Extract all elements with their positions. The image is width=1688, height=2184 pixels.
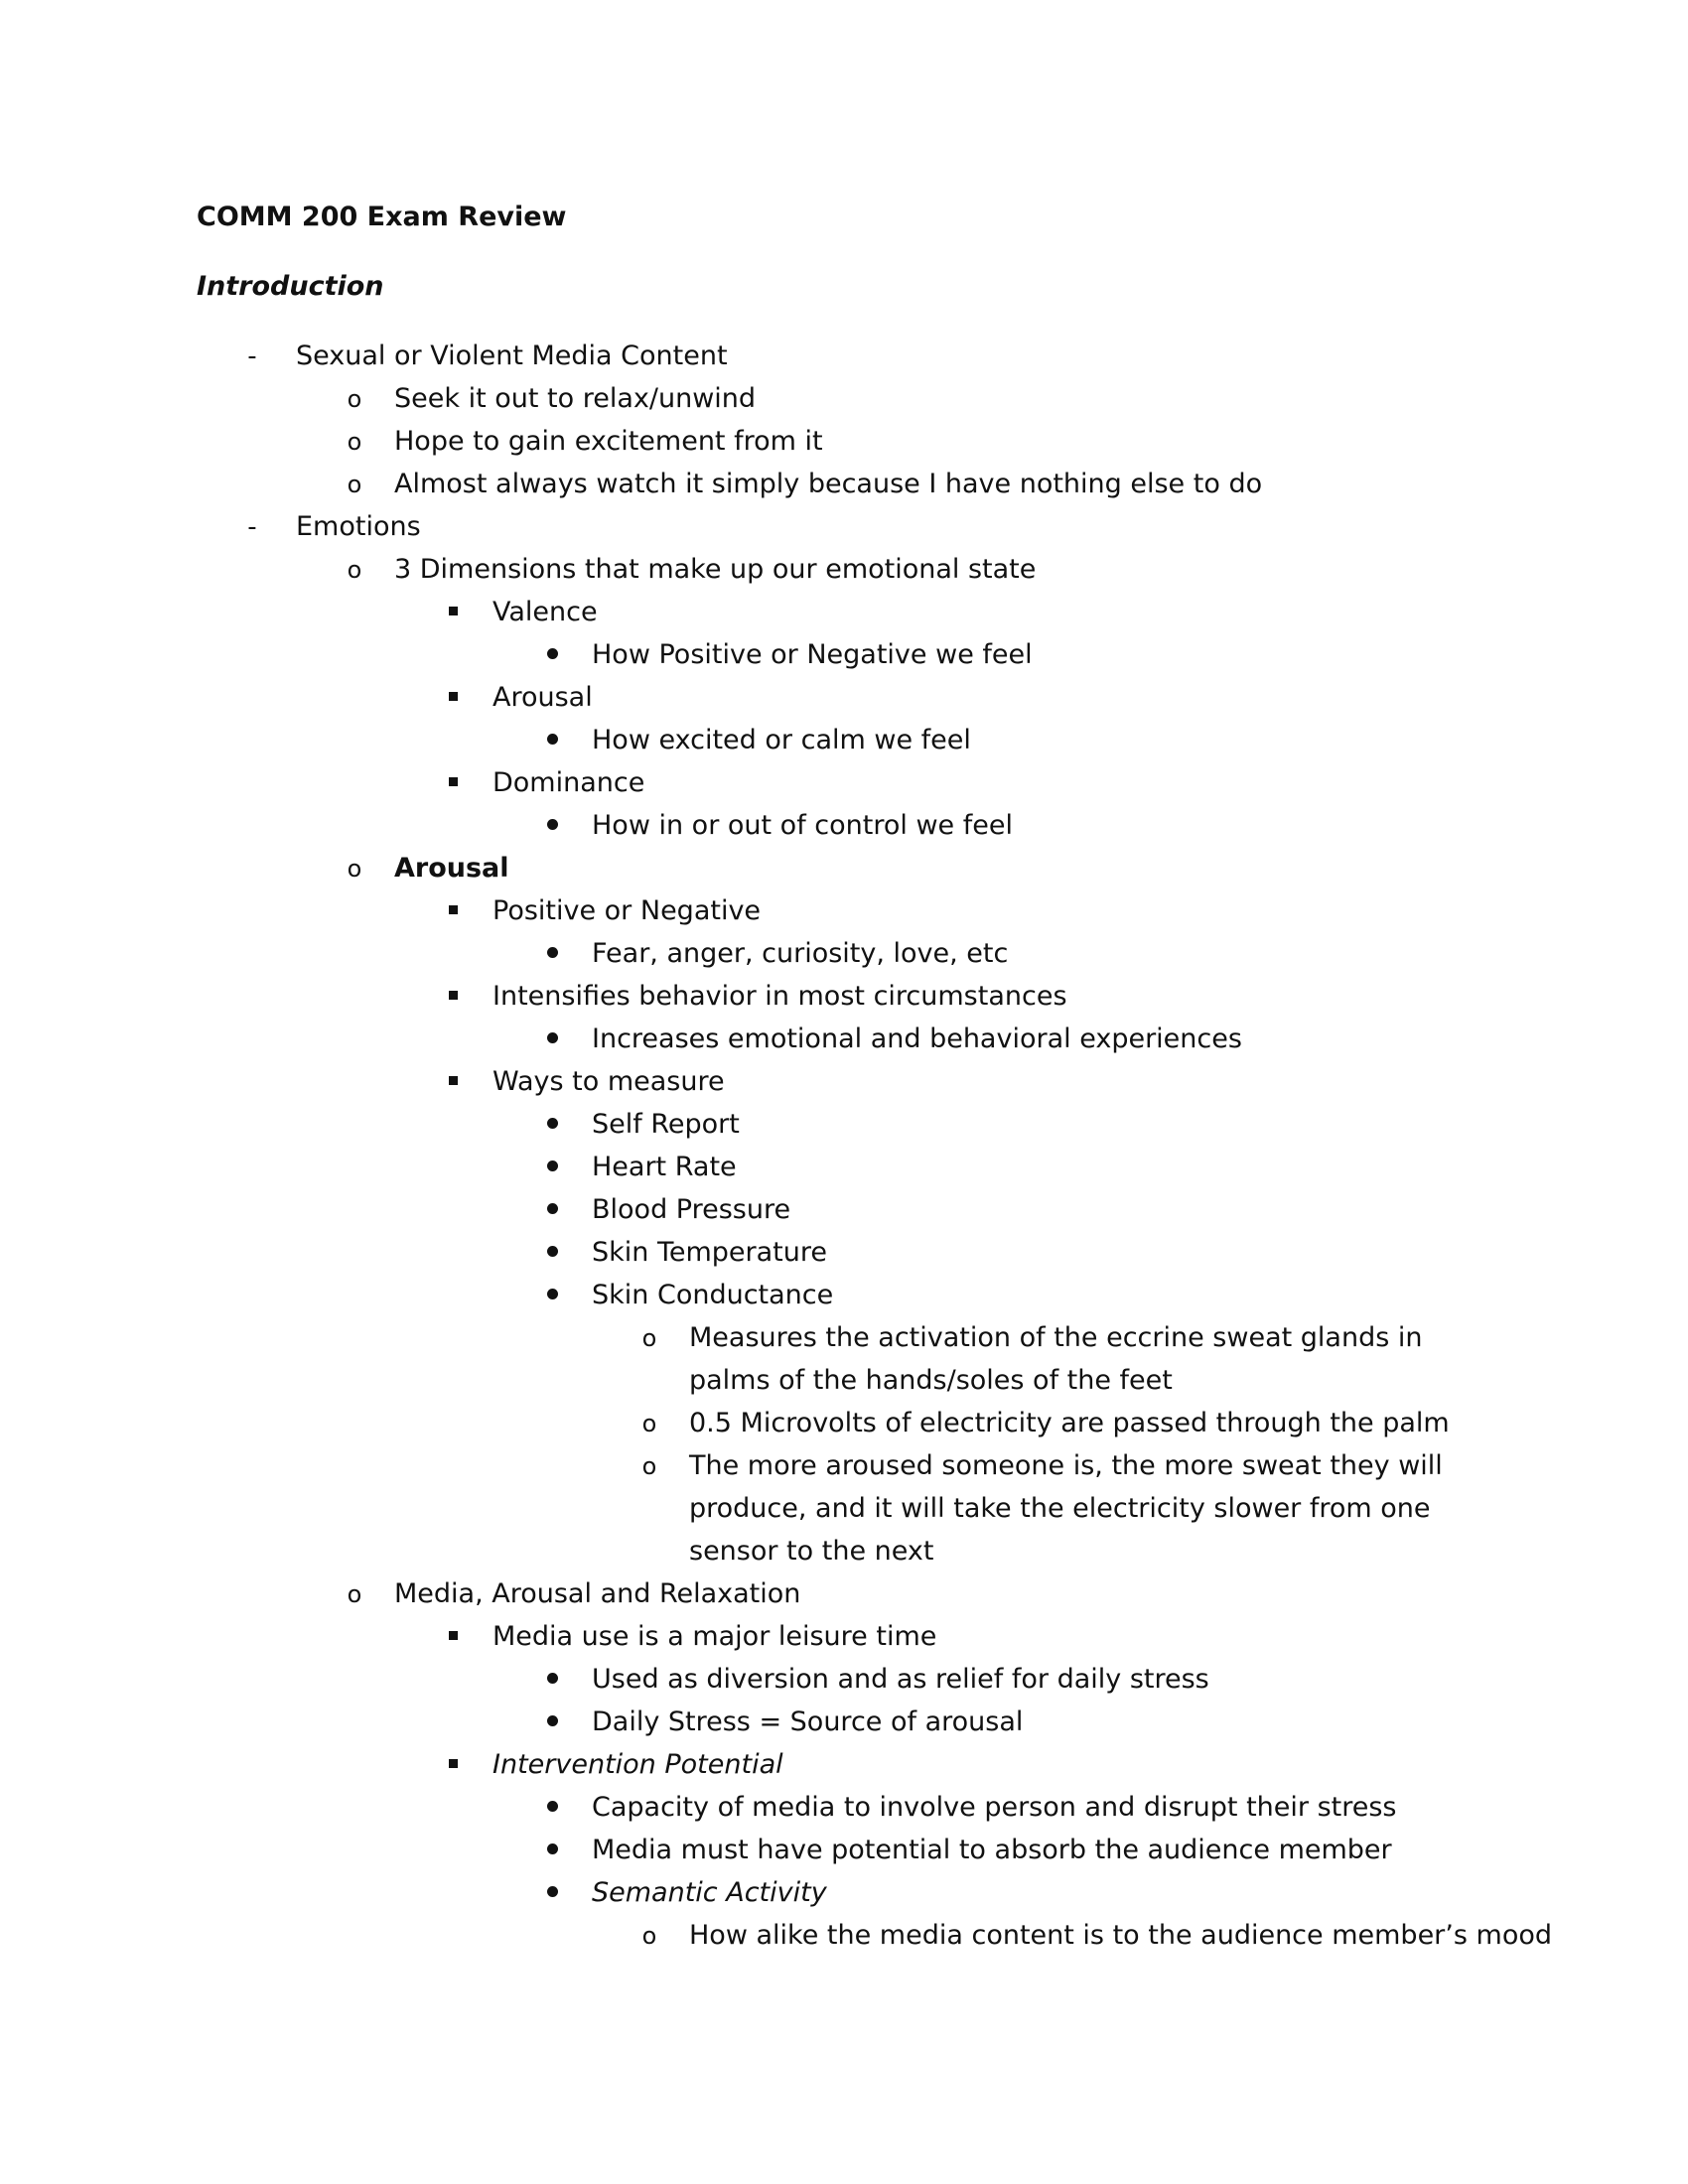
disc-bullet-icon [537,1701,567,1743]
disc-bullet-icon [537,1188,567,1231]
list-item-text: Self Report [592,1109,740,1140]
list-item [0,1060,1688,1103]
disc-bullet-icon [537,1018,567,1060]
list-item-text: Media must have potential to absorb the audience member [592,1835,1392,1865]
circle-bullet-icon [340,847,369,890]
list-item [0,463,1688,505]
list-item-text: Media, Arousal and Relaxation [394,1578,801,1609]
list-item-text: Almost always watch it simply because I have nothing else to do [394,469,1263,499]
list-item-text: Increases emotional and behavioral experiences [592,1024,1242,1054]
list-item-text: Sexual or Violent Media Content [296,341,728,371]
list-item-text: Semantic Activity [592,1877,827,1908]
list-item-text: 3 Dimensions that make up our emotional state [394,554,1037,585]
list-item-text: Capacity of media to involve person and disrupt their stress [592,1792,1397,1823]
list-item-text: Measures the activation of the eccrine sweat glands in palms of the hands/soles of the feet [689,1322,1423,1396]
square-bullet-icon [438,975,468,1018]
list-item [0,676,1688,719]
list-item-text: How alike the media content is to the audience member’s mood [689,1920,1552,1951]
list-item-text: Ways to measure [492,1066,725,1097]
circle-bullet-icon [634,1316,664,1360]
circle-bullet-icon [340,1572,369,1616]
list-item [0,1274,1688,1316]
list-item [0,505,1688,548]
list-item [0,1701,1688,1743]
list-item [0,889,1688,932]
disc-bullet-icon [537,1274,567,1316]
square-bullet-icon [438,1615,468,1658]
disc-bullet-icon [537,932,567,975]
document-title: COMM 200 Exam Review [197,202,567,232]
list-item [0,1231,1688,1274]
dash-bullet-icon [237,335,267,378]
list-item [0,1018,1688,1060]
list-item-text: Intervention Potential [492,1749,783,1780]
list-item [0,761,1688,804]
list-item-text: Skin Temperature [592,1237,828,1268]
square-bullet-icon [438,889,468,932]
circle-bullet-icon [340,420,369,464]
list-item-text: How excited or calm we feel [592,725,971,755]
list-item-text: Heart Rate [592,1152,737,1182]
square-bullet-icon [438,761,468,804]
circle-bullet-icon [634,1444,664,1488]
list-item [0,1103,1688,1146]
list-item-text: Daily Stress = Source of arousal [592,1706,1024,1737]
list-item [0,1444,1688,1572]
list-item [0,932,1688,975]
list-item [0,420,1688,463]
list-item [0,1402,1688,1444]
list-item-text: 0.5 Microvolts of electricity are passed through the palm [689,1408,1450,1438]
list-item-text: How Positive or Negative we feel [592,639,1033,670]
disc-bullet-icon [537,633,567,676]
list-item [0,377,1688,420]
disc-bullet-icon [537,1103,567,1146]
list-item-text: How in or out of control we feel [592,810,1013,841]
dash-bullet-icon [237,505,267,549]
list-item-text: Intensifies behavior in most circumstances [492,981,1067,1012]
disc-bullet-icon [537,1146,567,1188]
list-item [0,633,1688,676]
list-item-text: Used as diversion and as relief for daily stress [592,1664,1209,1695]
list-item [0,847,1688,889]
list-item [0,1572,1688,1615]
disc-bullet-icon [537,719,567,761]
list-item-text: The more aroused someone is, the more sweat they will produce, and it will take the electricity slower from one sensor to the next [689,1450,1443,1567]
square-bullet-icon [438,676,468,719]
list-item [0,1871,1688,1914]
square-bullet-icon [438,1060,468,1103]
list-item-text: Valence [492,597,598,627]
list-item [0,1743,1688,1786]
list-item [0,335,1688,377]
list-item-text: Arousal [394,853,509,884]
list-item-text: Hope to gain excitement from it [394,426,823,457]
list-item-text: Media use is a major leisure time [492,1621,937,1652]
disc-bullet-icon [537,1786,567,1829]
disc-bullet-icon [537,1829,567,1871]
disc-bullet-icon [537,804,567,847]
list-item [0,1658,1688,1701]
list-item-text: Seek it out to relax/unwind [394,383,757,414]
list-item-text: Blood Pressure [592,1194,791,1225]
list-item-text: Positive or Negative [492,895,762,926]
list-item [0,591,1688,633]
circle-bullet-icon [634,1914,664,1958]
list-item [0,1146,1688,1188]
circle-bullet-icon [634,1402,664,1445]
disc-bullet-icon [537,1658,567,1701]
list-item [0,1188,1688,1231]
disc-bullet-icon [537,1231,567,1274]
circle-bullet-icon [340,548,369,592]
square-bullet-icon [438,591,468,633]
list-item [0,804,1688,847]
list-item-text: Emotions [296,511,421,542]
circle-bullet-icon [340,463,369,506]
list-item [0,1914,1688,1957]
section-heading: Introduction [197,271,384,302]
list-item [0,1316,1688,1402]
square-bullet-icon [438,1743,468,1786]
list-item-text: Fear, anger, curiosity, love, etc [592,938,1009,969]
circle-bullet-icon [340,377,369,421]
list-item-text: Arousal [492,682,593,713]
disc-bullet-icon [537,1871,567,1914]
list-item [0,1829,1688,1871]
list-item [0,719,1688,761]
list-item [0,975,1688,1018]
list-item [0,1786,1688,1829]
list-item-text: Dominance [492,767,645,798]
list-item [0,1615,1688,1658]
list-item [0,548,1688,591]
list-item-text: Skin Conductance [592,1280,834,1310]
